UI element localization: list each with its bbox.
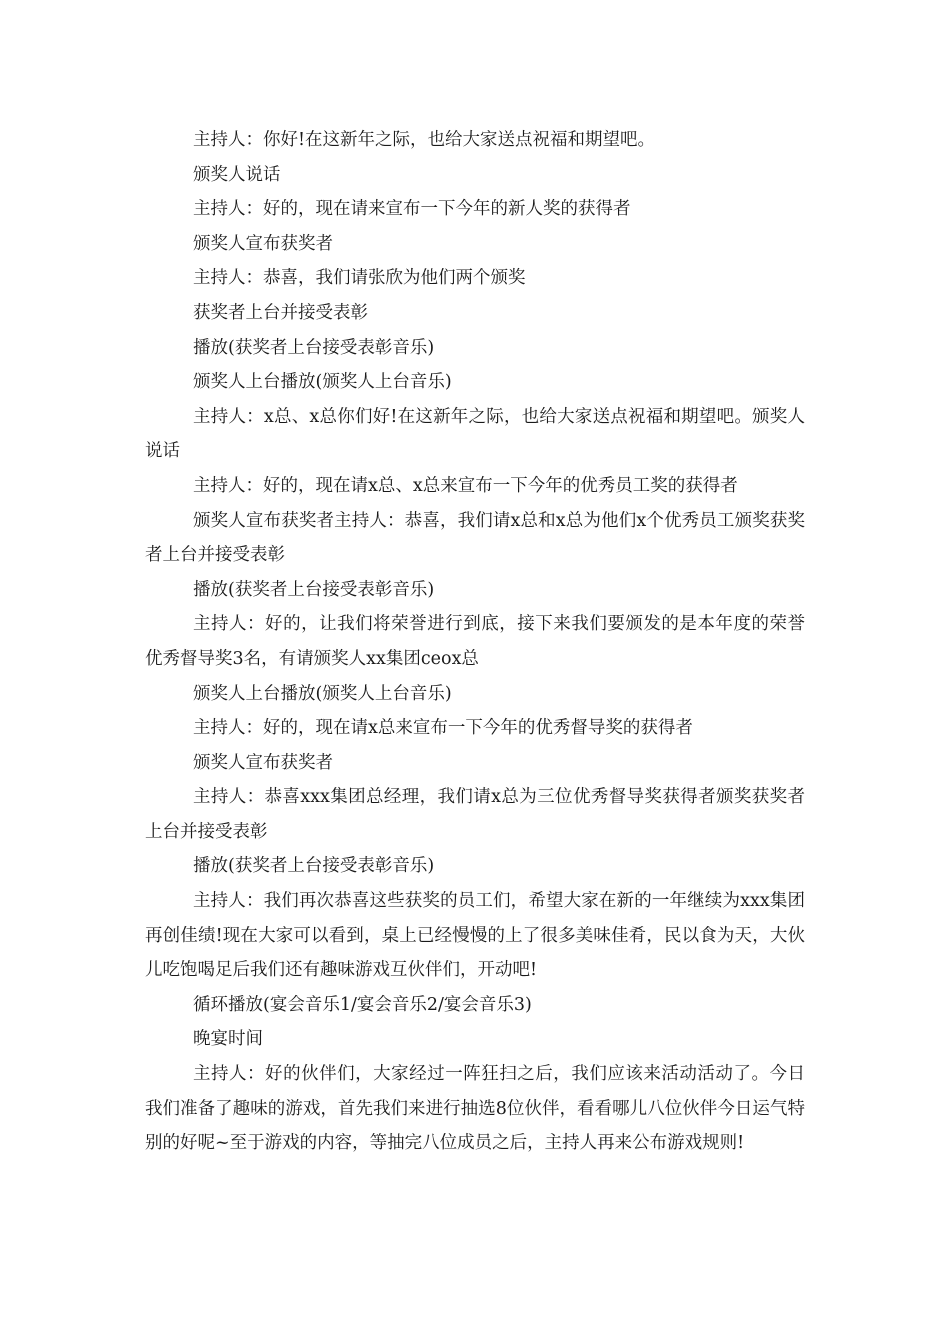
paragraph: 主持人：你好!在这新年之际，也给大家送点祝福和期望吧。 bbox=[193, 130, 656, 150]
paragraph: 主持人：恭喜，我们请张欣为他们两个颁奖 bbox=[193, 268, 526, 289]
paragraph: 颁奖人说话 bbox=[193, 164, 281, 185]
paragraph: 主持人：我们再次恭喜这些获奖的员工们，希望大家在新的一年继续为xxx集团再创佳绩!现在大家可以看到，桌上已经慢慢的上了很多美味佳肴，民以食为天，大伙儿吃饱喝足后我们还有趣味游戏互伙伴们，开动吧! bbox=[145, 891, 805, 981]
paragraph: 主持人：好的，现在请来宣布一下今年的新人奖的获得者 bbox=[193, 199, 631, 220]
paragraph: 晚宴时间 bbox=[193, 1029, 263, 1050]
paragraph: 主持人：恭喜xxx集团总经理，我们请x总为三位优秀督导奖获得者颁奖获奖者上台并接受表彰 bbox=[145, 787, 805, 842]
paragraph: 主持人：x总、x总你们好!在这新年之际，也给大家送点祝福和期望吧。颁奖人说话 bbox=[145, 406, 805, 462]
paragraph: 颁奖人上台播放(颁奖人上台音乐) bbox=[193, 683, 452, 704]
paragraph: 播放(获奖者上台接受表彰音乐) bbox=[193, 856, 435, 877]
paragraph: 主持人：好的，现在请x总来宣布一下今年的优秀督导奖的获得者 bbox=[193, 718, 693, 739]
document-body bbox=[145, 123, 805, 1161]
paragraph: 循环播放(宴会音乐1/宴会音乐2/宴会音乐3) bbox=[193, 994, 532, 1015]
paragraph: 播放(获奖者上台接受表彰音乐) bbox=[193, 579, 435, 600]
paragraph: 颁奖人宣布获奖者 bbox=[193, 752, 333, 773]
paragraph: 主持人：好的，让我们将荣誉进行到底，接下来我们要颁发的是本年度的荣誉优秀督导奖3名，有请颁奖人xx集团ceox总 bbox=[145, 614, 805, 669]
paragraph: 获奖者上台并接受表彰 bbox=[193, 302, 368, 323]
paragraph: 播放(获奖者上台接受表彰音乐) bbox=[193, 337, 435, 358]
paragraph: 颁奖人上台播放(颁奖人上台音乐) bbox=[193, 372, 452, 393]
paragraph: 主持人：好的伙伴们，大家经过一阵狂扫之后，我们应该来活动活动了。今日我们准备了趣味的游戏，首先我们来进行抽选8位伙伴，看看哪儿八位伙伴今日运气特别的好呢~至于游戏的内容，等抽完八位成员之后，主持人再来公布游戏规则! bbox=[145, 1064, 805, 1154]
paragraph: 颁奖人宣布获奖者 bbox=[193, 233, 333, 254]
paragraph: 主持人：好的，现在请x总、x总来宣布一下今年的优秀员工奖的获得者 bbox=[193, 475, 738, 496]
paragraph: 颁奖人宣布获奖者主持人：恭喜，我们请x总和x总为他们x个优秀员工颁奖获奖者上台并接受表彰 bbox=[145, 510, 805, 566]
